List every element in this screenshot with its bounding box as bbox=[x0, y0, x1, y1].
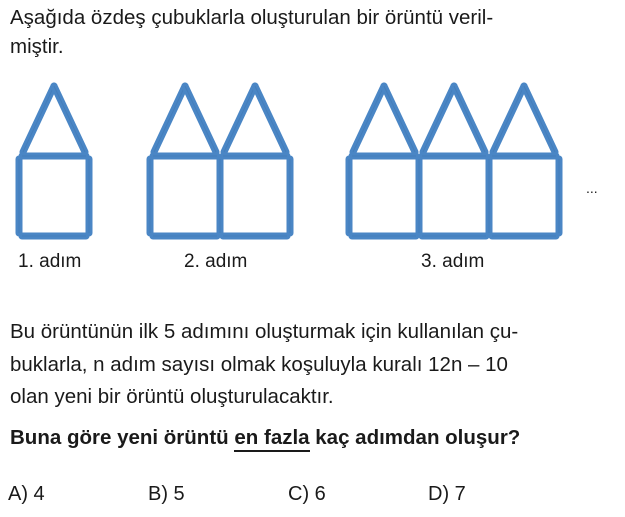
problem-text: Bu örüntünün ilk 5 adımını oluşturmak için kullanılan çu- buklarla, n adım sayısı olmak koşuluyla kuralı 12n – 10 olan yeni bir örüntü oluşturulacaktır. bbox=[10, 320, 519, 408]
step3-house2-roof-left-edge bbox=[423, 86, 454, 152]
step3-house3-roof-left-edge bbox=[493, 86, 524, 152]
question-emphasis: en fazla bbox=[234, 426, 309, 452]
option-d[interactable]: D) 7 bbox=[428, 483, 466, 505]
step2-house2-roof-left-edge bbox=[224, 86, 255, 152]
question-end: kaç adımdan oluşur? bbox=[309, 426, 521, 449]
pattern-figure bbox=[0, 70, 625, 250]
step3-house1-roof-left-edge bbox=[353, 86, 384, 152]
question-text bbox=[10, 423, 520, 452]
step-3-label: 3. adım bbox=[421, 251, 485, 272]
step3-house3-roof-right-edge bbox=[524, 86, 555, 152]
option-c[interactable]: C) 6 bbox=[288, 483, 326, 505]
step2-house1-roof-right-edge bbox=[185, 86, 216, 152]
step2-house1-roof-left-edge bbox=[154, 86, 185, 152]
step2-house2-roof-right-edge bbox=[255, 86, 286, 152]
option-b[interactable]: B) 5 bbox=[148, 483, 185, 505]
step-2-label: 2. adım bbox=[184, 251, 248, 272]
step3-house2-roof-right-edge bbox=[454, 86, 485, 152]
step1-house1-roof-left-edge bbox=[23, 86, 54, 152]
continuation-ellipsis: ... bbox=[586, 180, 598, 196]
intro-text: Aşağıda özdeş çubuklarla oluşturulan bir örüntü veril- miştir. bbox=[10, 6, 494, 58]
step3-house1-roof-right-edge bbox=[384, 86, 415, 152]
step1-house1-roof-right-edge bbox=[54, 86, 85, 152]
step-1-label: 1. adım bbox=[18, 251, 82, 272]
option-a[interactable]: A) 4 bbox=[8, 483, 45, 505]
question-start: Buna göre yeni örüntü bbox=[10, 426, 235, 449]
